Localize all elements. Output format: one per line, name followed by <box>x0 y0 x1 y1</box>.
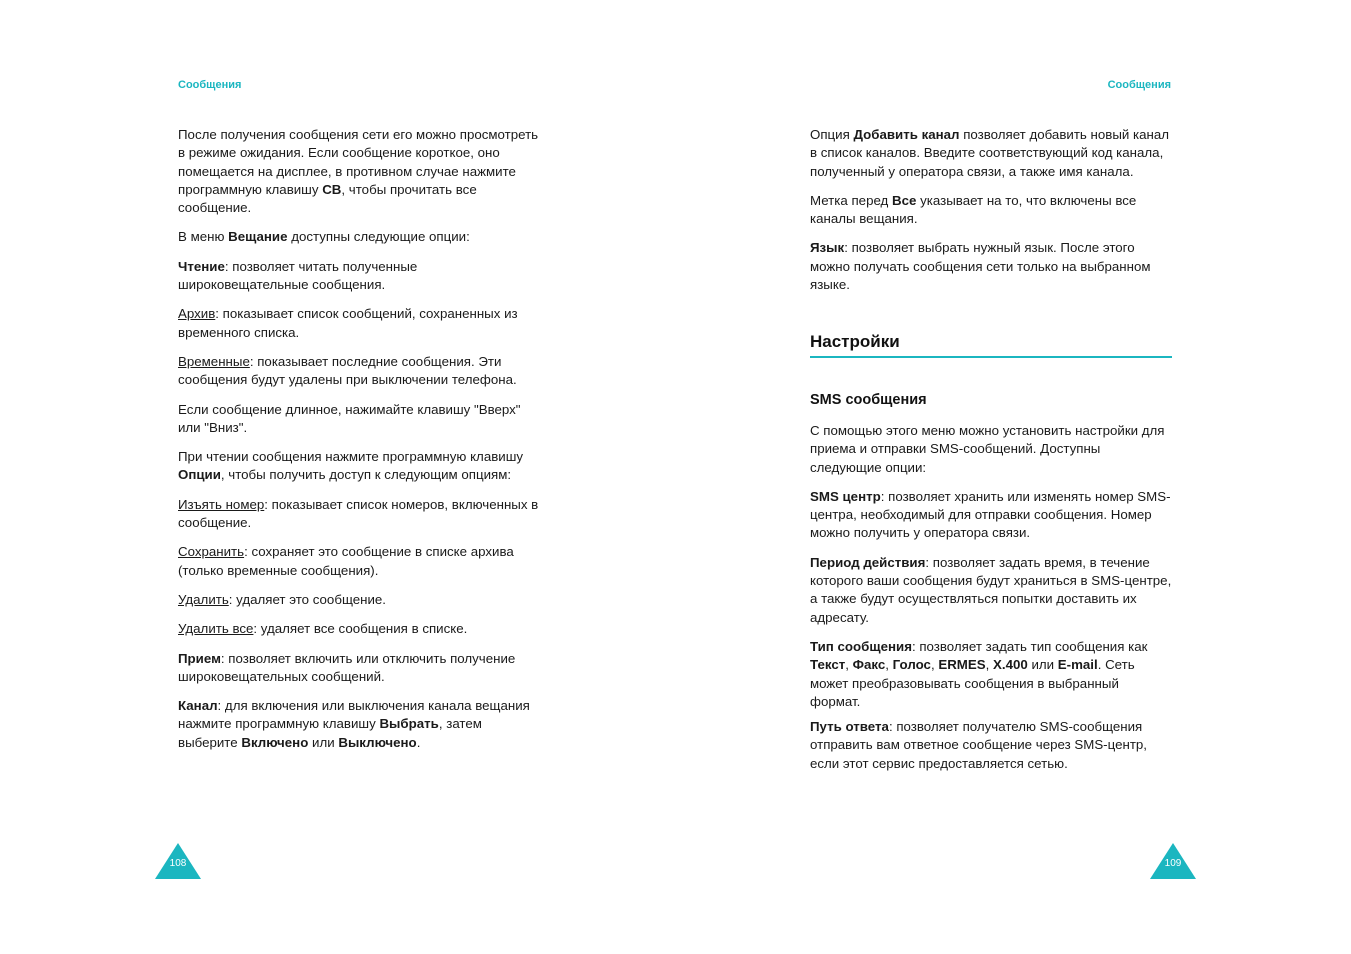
page-number-right-label: 109 <box>1164 858 1182 869</box>
paragraph-long-message: Если сообщение длинное, нажимайте клавишу "Вверх" или "Вниз". <box>178 401 521 435</box>
left-column <box>178 126 540 763</box>
option-validity-period: Период действия: позволяет задать время, в течение которого ваши сообщения будут храниться в SMS-центре, а также будут осуществляться попытки доставить их адресату. <box>810 554 1172 625</box>
option-channel: Канал: для включения или выключения канала вещания нажмите программную клавишу Выбрать, затем выберите Включено или Выключено. <box>178 698 530 750</box>
right-column <box>810 126 1172 784</box>
option-language: Язык: позволяет выбрать нужный язык. После этого можно получать сообщения сети только на выбранном языке. <box>810 240 1151 293</box>
page-number-right <box>1150 843 1196 879</box>
paragraph-all-marker: Метка перед Все указывает на то, что включены все каналы вещания. <box>810 192 1137 227</box>
paragraph-menu-options: В меню Вещание доступны следующие опции: <box>178 229 470 245</box>
left-page-header: Сообщения <box>178 79 242 91</box>
page-number-left-label: 108 <box>169 858 187 869</box>
option-message-type: Тип сообщения: позволяет задать тип сообщения как Текст, Факс, Голос, ERMES, X.400 или E-mail. Сеть может преобразовывать сообщения в выбранный формат. <box>810 638 1148 709</box>
right-page-header: Сообщения <box>1107 79 1171 91</box>
option-sms-center: SMS центр: позволяет хранить или изменять номер SMS-центра, необходимый для отправки сообщения. Номер можно получить у оператора связи. <box>810 488 1171 541</box>
section-title-settings: Настройки <box>810 333 1172 357</box>
option-reply-path: Путь ответа: позволяет получателю SMS-сообщения отправить вам ответное сообщение через SMS-центр, если этот сервис предоставляется сетью. <box>810 719 1147 771</box>
option-save: Сохранить: сохраняет это сообщение в списке архива (только временные сообщения). <box>178 544 514 578</box>
paragraph-reading-options: При чтении сообщения нажмите программную клавишу Опции, чтобы получить доступ к следующим опциям: <box>178 449 524 483</box>
paragraph-add-channel: Опция Добавить канал позволяет добавить новый канал в список каналов. Введите соответствующий код канала, полученный у оператора связи, а также имя канала. <box>810 127 1170 179</box>
option-read: Чтение: позволяет читать полученные широковещательные сообщения. <box>178 258 418 293</box>
option-receive: Прием: позволяет включить или отключить получение широковещательных сообщений. <box>178 650 516 684</box>
option-extract-number: Изъять номер: показывает список номеров, включенных в сообщение. <box>178 496 539 531</box>
paragraph-intro: После получения сообщения сети его можно просмотреть в режиме ожидания. Если сообщение короткое, оно помещается на дисплее, в противном случае нажмите программную клавишу CB, чтобы прочитать все сообщение. <box>178 127 539 216</box>
paragraph-sms-intro: С помощью этого меню можно установить настройки для приема и отправки SMS-сообщений. Доступны следующие опции: <box>810 422 1165 475</box>
option-delete: Удалить: удаляет это сообщение. <box>178 591 386 607</box>
option-delete-all: Удалить все: удаляет все сообщения в списке. <box>178 621 468 637</box>
option-archive: Архив: показывает список сообщений, сохраненных из временного списка. <box>178 306 518 340</box>
subsection-title-sms: SMS сообщения <box>810 391 927 408</box>
option-temporary: Временные: показывает последние сообщения. Эти сообщения будут удалены при выключении телефона. <box>178 353 517 388</box>
page-number-left <box>155 843 201 879</box>
